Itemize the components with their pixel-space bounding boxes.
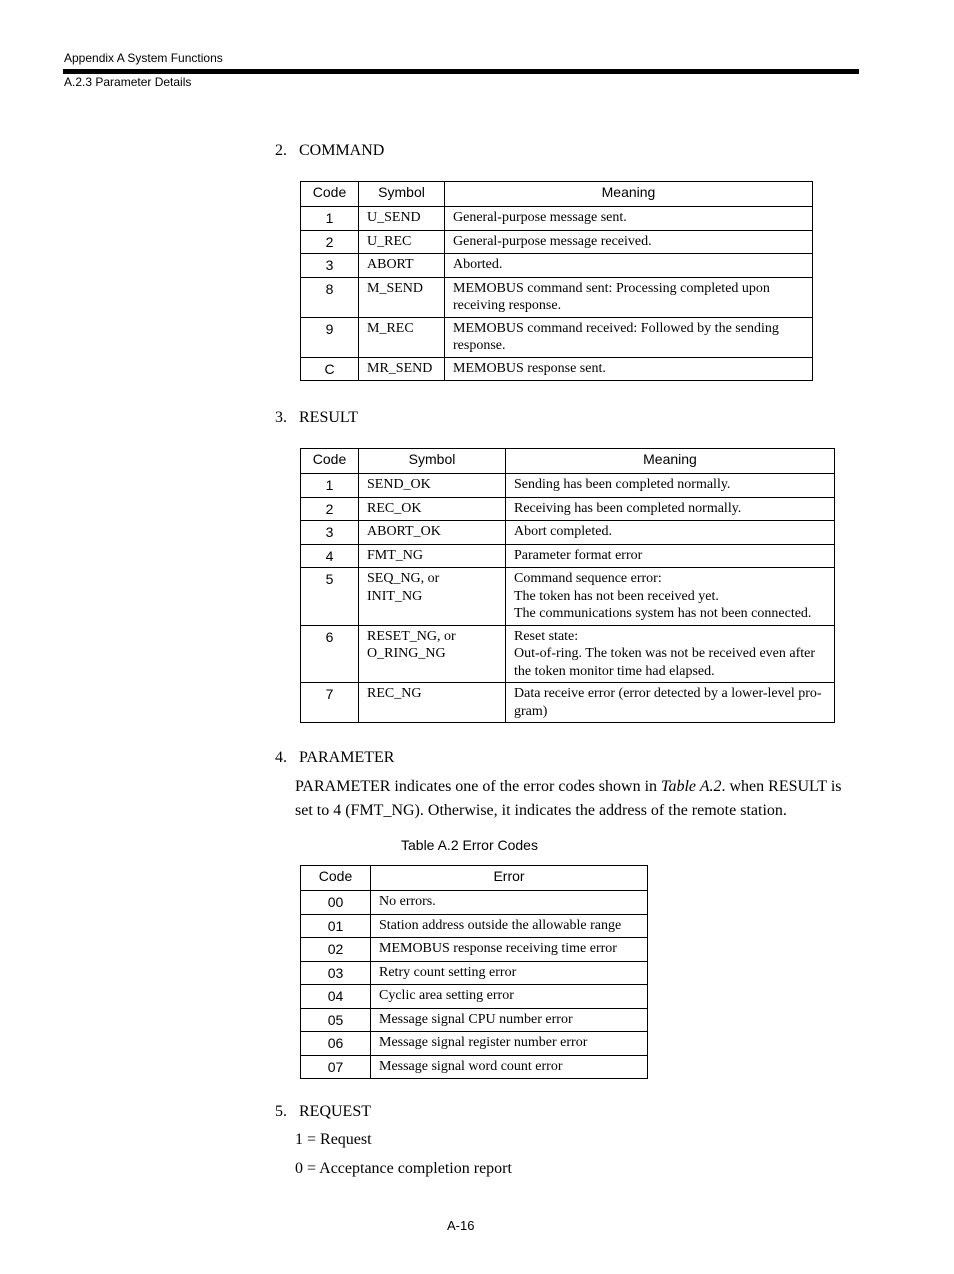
section-title: COMMAND <box>299 142 385 159</box>
parameter-description <box>295 775 855 823</box>
symbol-cell: FMT_NG <box>359 544 506 568</box>
symbol-cell: SEND_OK <box>359 474 506 498</box>
code-cell: 6 <box>301 625 359 683</box>
code-cell: 05 <box>301 1008 371 1032</box>
error-cell: Station address outside the allowable range <box>371 914 648 938</box>
table-row <box>301 568 835 626</box>
symbol-cell: M_REC <box>359 317 445 357</box>
table-row <box>301 207 813 231</box>
column-header-meaning: Meaning <box>506 449 835 474</box>
table-row <box>301 891 648 915</box>
column-header-code: Code <box>301 182 359 207</box>
result-table <box>300 448 835 723</box>
error-cell: Message signal word count error <box>371 1055 648 1079</box>
error-cell: Retry count setting error <box>371 961 648 985</box>
error-cell: MEMOBUS response receiving time error <box>371 938 648 962</box>
code-cell: 2 <box>301 230 359 254</box>
table-header-row <box>301 449 835 474</box>
code-cell: 1 <box>301 474 359 498</box>
table-row <box>301 230 813 254</box>
code-cell: 01 <box>301 914 371 938</box>
symbol-cell: ABORT <box>359 254 445 278</box>
code-cell: 06 <box>301 1032 371 1056</box>
meaning-cell: Reset state: Out-of-ring. The token was not be received even after the token monitor time had elapsed. <box>506 625 835 683</box>
table-header-row <box>301 866 648 891</box>
running-header-chapter: Appendix A System Functions <box>64 51 223 65</box>
table-row <box>301 1008 648 1032</box>
paragraph-text: . when RESULT is set to 4 (FMT_NG). Otherwise, it indicates the address of the remote station. <box>295 778 842 819</box>
table-row <box>301 961 648 985</box>
section-number: 5. <box>275 1103 287 1120</box>
error-cell: Message signal CPU number error <box>371 1008 648 1032</box>
code-cell: 03 <box>301 961 371 985</box>
section-number: 4. <box>275 749 287 766</box>
request-value-line: 1 = Request <box>295 1131 372 1148</box>
header-rule <box>63 69 859 74</box>
section-number: 2. <box>275 142 287 159</box>
code-cell: 07 <box>301 1055 371 1079</box>
table-row <box>301 683 835 723</box>
table-row <box>301 914 648 938</box>
meaning-cell: Receiving has been completed normally. <box>506 497 835 521</box>
code-cell: 8 <box>301 277 359 317</box>
code-cell: 4 <box>301 544 359 568</box>
request-value-line: 0 = Acceptance completion report <box>295 1160 512 1177</box>
meaning-cell: General-purpose message sent. <box>445 207 813 231</box>
section-number: 3. <box>275 409 287 426</box>
table-row <box>301 317 813 357</box>
table-row <box>301 985 648 1009</box>
error-codes-table <box>300 865 648 1079</box>
meaning-cell: MEMOBUS response sent. <box>445 357 813 381</box>
command-table <box>300 181 813 381</box>
code-cell: 04 <box>301 985 371 1009</box>
running-header-section: A.2.3 Parameter Details <box>64 75 192 89</box>
symbol-cell: REC_NG <box>359 683 506 723</box>
symbol-cell: REC_OK <box>359 497 506 521</box>
meaning-cell: Abort completed. <box>506 521 835 545</box>
column-header-symbol: Symbol <box>359 182 445 207</box>
section-title: RESULT <box>299 409 358 426</box>
section-title: REQUEST <box>299 1103 371 1120</box>
code-cell: 5 <box>301 568 359 626</box>
column-header-code: Code <box>301 866 371 891</box>
table-row <box>301 521 835 545</box>
symbol-cell: U_SEND <box>359 207 445 231</box>
error-cell: Message signal register number error <box>371 1032 648 1056</box>
table-row <box>301 277 813 317</box>
table-row <box>301 544 835 568</box>
table-reference-link: Table A.2 <box>661 778 722 795</box>
table-row <box>301 254 813 278</box>
table-caption: Table A.2 Error Codes <box>401 837 538 853</box>
table-row <box>301 357 813 381</box>
symbol-cell: ABORT_OK <box>359 521 506 545</box>
meaning-cell: MEMOBUS command sent: Processing completed upon receiving response. <box>445 277 813 317</box>
meaning-cell: Data receive error (error detected by a lower-level pro-gram) <box>506 683 835 723</box>
symbol-cell: RESET_NG, or O_RING_NG <box>359 625 506 683</box>
code-cell: 2 <box>301 497 359 521</box>
column-header-error: Error <box>371 866 648 891</box>
column-header-symbol: Symbol <box>359 449 506 474</box>
paragraph-text: PARAMETER indicates one of the error codes shown in <box>295 778 662 795</box>
section-command-heading <box>275 142 384 160</box>
meaning-cell: General-purpose message received. <box>445 230 813 254</box>
symbol-cell: M_SEND <box>359 277 445 317</box>
meaning-cell: Sending has been completed normally. <box>506 474 835 498</box>
symbol-cell: U_REC <box>359 230 445 254</box>
error-cell: Cyclic area setting error <box>371 985 648 1009</box>
symbol-cell: SEQ_NG, or INIT_NG <box>359 568 506 626</box>
code-cell: 3 <box>301 254 359 278</box>
code-cell: 1 <box>301 207 359 231</box>
code-cell: 00 <box>301 891 371 915</box>
table-row <box>301 1032 648 1056</box>
code-cell: 9 <box>301 317 359 357</box>
section-result-heading <box>275 409 358 427</box>
table-row <box>301 625 835 683</box>
table-header-row <box>301 182 813 207</box>
code-cell: 02 <box>301 938 371 962</box>
meaning-cell: Aborted. <box>445 254 813 278</box>
code-cell: 7 <box>301 683 359 723</box>
column-header-meaning: Meaning <box>445 182 813 207</box>
column-header-code: Code <box>301 449 359 474</box>
table-row <box>301 497 835 521</box>
meaning-cell: MEMOBUS command received: Followed by the sending response. <box>445 317 813 357</box>
section-title: PARAMETER <box>299 749 395 766</box>
meaning-cell: Command sequence error: The token has not been received yet. The communications system has not been connected. <box>506 568 835 626</box>
page-number: A-16 <box>447 1218 475 1233</box>
section-parameter-heading <box>275 749 394 767</box>
section-request-heading <box>275 1103 371 1121</box>
symbol-cell: MR_SEND <box>359 357 445 381</box>
code-cell: C <box>301 357 359 381</box>
table-row <box>301 938 648 962</box>
meaning-cell: Parameter format error <box>506 544 835 568</box>
error-cell: No errors. <box>371 891 648 915</box>
table-row <box>301 474 835 498</box>
code-cell: 3 <box>301 521 359 545</box>
table-row <box>301 1055 648 1079</box>
